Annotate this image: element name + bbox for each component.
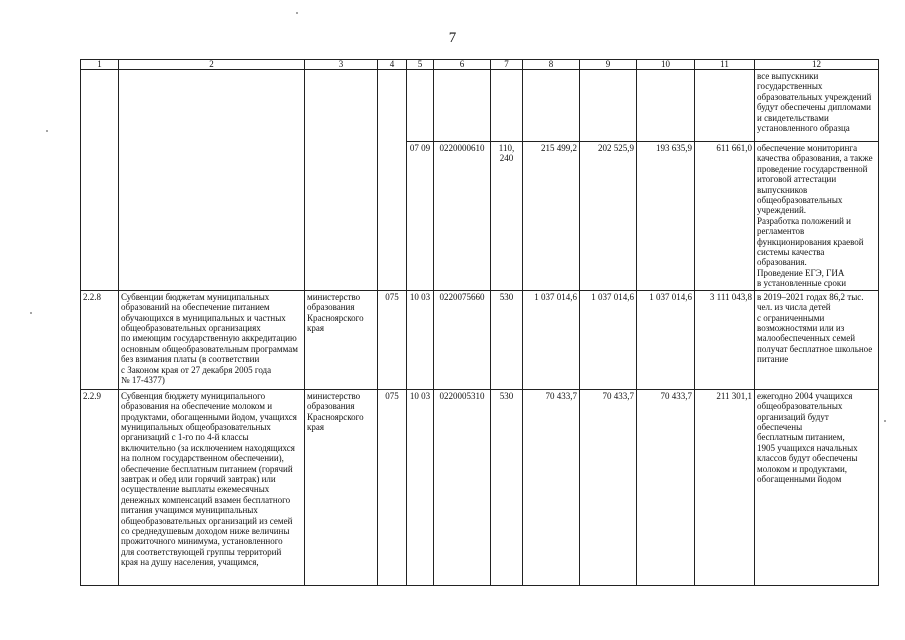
cell-csr — [434, 70, 491, 142]
cell-year1: 1 037 014,6 — [523, 290, 580, 389]
scan-speck — [30, 312, 32, 314]
cell-year1: 70 433,7 — [523, 389, 580, 585]
cell-number — [81, 70, 119, 291]
scan-speck — [296, 12, 298, 14]
cell-name — [119, 70, 305, 291]
cell-vr — [491, 70, 523, 142]
header-cell: 6 — [434, 60, 491, 70]
header-cell: 9 — [580, 60, 637, 70]
cell-vr: 530 — [491, 290, 523, 389]
cell-total — [695, 70, 755, 142]
header-cell: 2 — [119, 60, 305, 70]
header-cell: 12 — [755, 60, 879, 70]
cell-administrator — [305, 70, 378, 291]
table-row — [81, 290, 879, 389]
cell-year3 — [637, 70, 695, 142]
cell-grbs: 075 — [378, 389, 407, 585]
cell-year3: 1 037 014,6 — [637, 290, 695, 389]
header-cell: 8 — [523, 60, 580, 70]
cell-csr: 0220000610 — [434, 142, 491, 291]
cell-number: 2.2.8 — [81, 290, 119, 389]
header-cell: 4 — [378, 60, 407, 70]
cell-rzpr: 07 09 — [407, 142, 434, 291]
cell-year3: 193 635,9 — [637, 142, 695, 291]
header-row — [81, 60, 879, 70]
cell-year2 — [580, 70, 637, 142]
cell-grbs — [378, 70, 407, 291]
table-row — [81, 389, 879, 585]
program-table — [80, 59, 879, 586]
cell-year3: 70 433,7 — [637, 389, 695, 585]
scan-speck — [884, 420, 886, 422]
table-row — [81, 70, 879, 142]
header-cell: 1 — [81, 60, 119, 70]
cell-administrator: министерство образования Красноярского края — [305, 389, 378, 585]
cell-administrator: министерство образования Красноярского края — [305, 290, 378, 389]
cell-total: 3 111 043,8 — [695, 290, 755, 389]
cell-vr: 110, 240 — [491, 142, 523, 291]
cell-grbs: 075 — [378, 290, 407, 389]
cell-rzpr: 10 03 — [407, 389, 434, 585]
cell-rzpr — [407, 70, 434, 142]
cell-result: ежегодно 2004 учащихся общеобразовательных организаций будут обеспечены бесплатным питанием, 1905 учащихся начальных классов будут обеспечены молоком и продуктами, обогащенными йодом — [755, 389, 879, 585]
cell-year1 — [523, 70, 580, 142]
cell-year1: 215 499,2 — [523, 142, 580, 291]
cell-vr: 530 — [491, 389, 523, 585]
header-cell: 7 — [491, 60, 523, 70]
cell-year2: 202 525,9 — [580, 142, 637, 291]
cell-name: Субвенции бюджетам муниципальных образований на обеспечение питанием обучающихся в муниципальных и частных общеобразовательных организациях по имеющим государственную аккредитацию основным общеобразовательным программам без взимания платы (в соответствии с Законом края от 27 декабря 2005 года № 17-4377) — [119, 290, 305, 389]
cell-result: обеспечение мониторинга качества образования, а также проведение государственной итоговой аттестации выпускников общеобразовательных учреждений. Разработка положений и регламентов функционирования краевой системы качества образования. Проведение ЕГЭ, ГИА в установленные сроки — [755, 142, 879, 291]
header-cell: 11 — [695, 60, 755, 70]
cell-year2: 70 433,7 — [580, 389, 637, 585]
cell-rzpr: 10 03 — [407, 290, 434, 389]
header-cell: 3 — [305, 60, 378, 70]
page-number: 7 — [448, 30, 457, 46]
cell-csr: 0220075660 — [434, 290, 491, 389]
cell-name: Субвенция бюджету муниципального образования на обеспечение молоком и продуктами, обогащенными йодом, учащихся муниципальных общеобразовательных организаций с 1-го по 4-й классы включительно (за исключением находящихся на полном государственном обеспечении), обеспечение бесплатным питанием (горячий завтрак и обед или горячий завтрак) или осуществление выплаты ежемесячных денежных компенсаций взамен бесплатного питания учащимся муниципальных общеобразовательных организаций из семей со среднедушевым доходом ниже величины прожиточного минимума, установленного для соответствующей группы территорий края на душу населения, учащимся, — [119, 389, 305, 585]
scan-speck — [46, 130, 48, 132]
cell-total: 611 661,0 — [695, 142, 755, 291]
cell-result: в 2019–2021 годах 86,2 тыс. чел. из числа детей с ограниченными возможностями или из малообеспеченных семей получат бесплатное школьное питание — [755, 290, 879, 389]
cell-number: 2.2.9 — [81, 389, 119, 585]
cell-csr: 0220005310 — [434, 389, 491, 585]
cell-year2: 1 037 014,6 — [580, 290, 637, 389]
header-cell: 5 — [407, 60, 434, 70]
cell-result: все выпускники государственных образовательных учреждений будут обеспечены дипломами и свидетельствами установленного образца — [755, 70, 879, 142]
cell-total: 211 301,1 — [695, 389, 755, 585]
header-cell: 10 — [637, 60, 695, 70]
